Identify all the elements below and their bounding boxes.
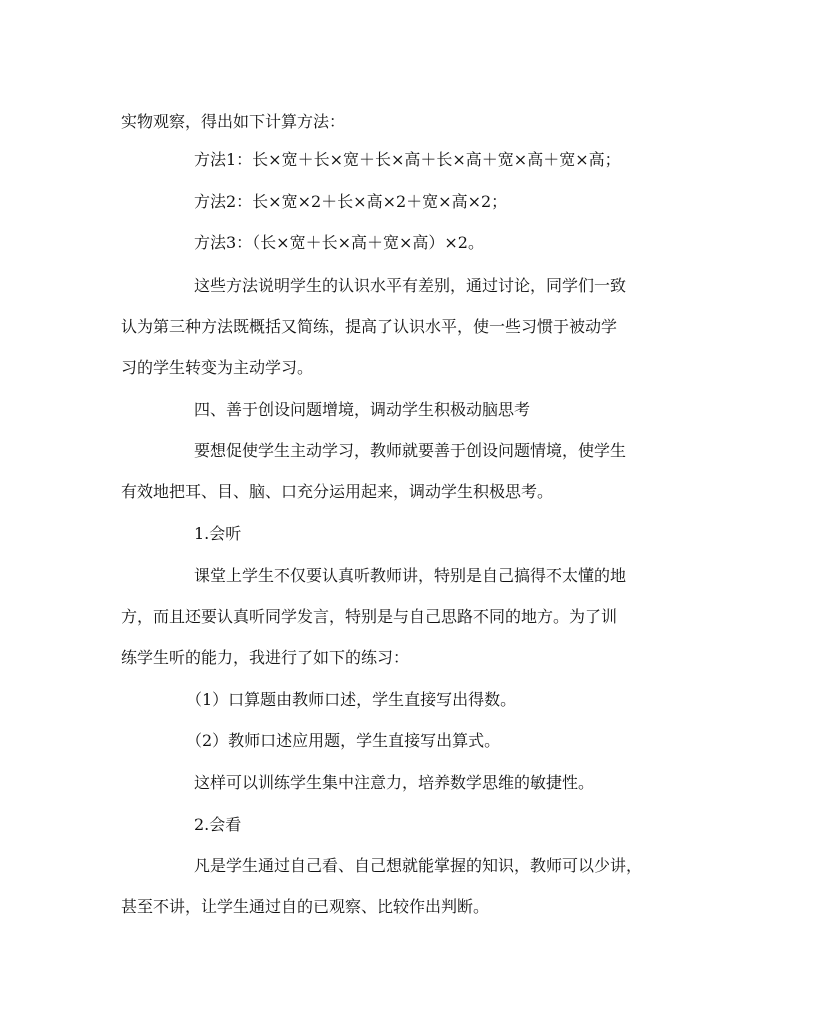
- text-line: 实物观察，得出如下计算方法：: [121, 112, 346, 131]
- section-heading: 四、善于创设问题增境，调动学生积极动脑思考: [194, 400, 531, 419]
- list-item: （2）教师口述应用题，学生直接写出算式。: [186, 731, 501, 750]
- method-2-line: 方法2：长×宽×2＋长×高×2＋宽×高×2；: [194, 192, 508, 211]
- paragraph-line: 练学生听的能力，我进行了如下的练习：: [121, 648, 410, 667]
- paragraph-line: 凡是学生通过自己看、自己想就能掌握的知识，教师可以少讲，: [194, 856, 643, 875]
- paragraph-line: 方，而且还要认真听同学发言，特别是与自己思路不同的地方。为了训: [121, 607, 618, 626]
- paragraph-line: 这样可以训练学生集中注意力，培养数学思维的敏捷性。: [194, 773, 595, 792]
- method-1-line: 方法1：长×宽＋长×宽＋长×高＋长×高＋宽×高＋宽×高；: [194, 150, 621, 169]
- paragraph-line: 甚至不讲，让学生通过自的已观察、比较作出判断。: [121, 897, 490, 916]
- paragraph-line: 有效地把耳、目、脑、口充分运用起来，调动学生积极思考。: [121, 482, 554, 501]
- paragraph-line: 这些方法说明学生的认识水平有差别，通过讨论，同学们一致: [194, 276, 627, 295]
- paragraph-line: 习的学生转变为主动学习。: [121, 358, 314, 377]
- paragraph-line: 认为第三种方法既概括又简练，提高了认识水平，使一些习惯于被动学: [121, 317, 618, 336]
- paragraph-line: 要想促使学生主动学习，教师就要善于创设问题情境，使学生: [194, 441, 627, 460]
- list-item: （1）口算题由教师口述，学生直接写出得数。: [186, 690, 517, 709]
- subsection-heading: 1.会听: [194, 524, 242, 543]
- subsection-heading: 2.会看: [194, 815, 242, 834]
- paragraph-line: 课堂上学生不仅要认真听教师讲，特别是自己搞得不太懂的地: [194, 566, 627, 585]
- method-3-line: 方法3：（长×宽＋长×高＋宽×高）×2。: [194, 233, 484, 252]
